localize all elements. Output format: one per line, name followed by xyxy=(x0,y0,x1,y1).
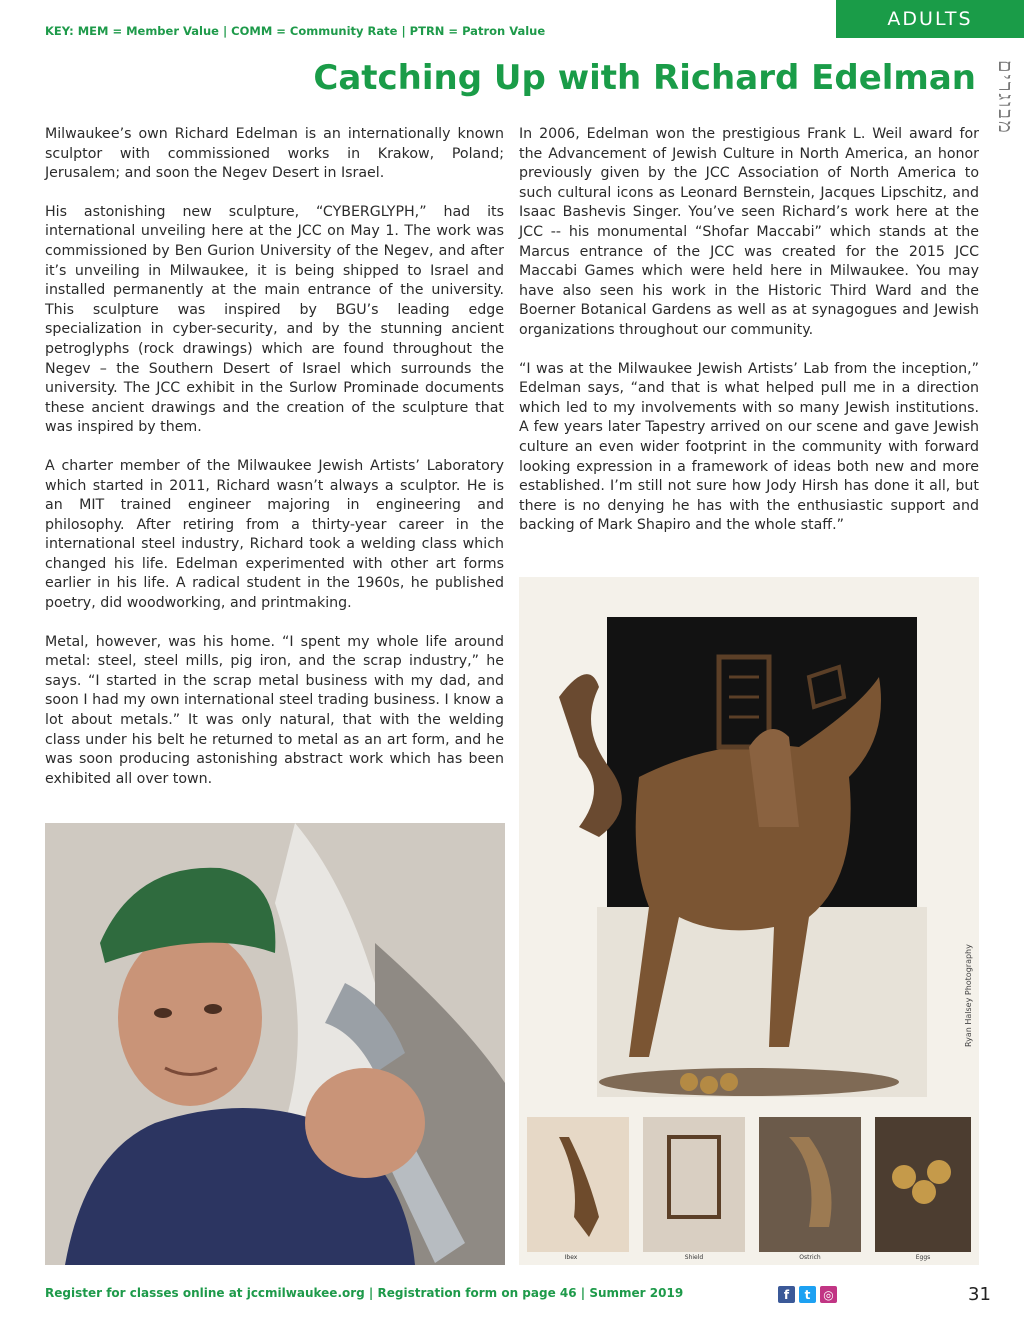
cyberglyph-sculpture-photo xyxy=(519,577,979,1265)
hebrew-section-label: מבוגרים xyxy=(994,60,1018,135)
left-column xyxy=(45,125,504,808)
facebook-icon[interactable]: f xyxy=(778,1286,795,1303)
section-tab-adults: ADULTS xyxy=(836,0,1024,38)
sculpture-illustration xyxy=(519,577,979,1265)
twitter-icon[interactable]: t xyxy=(799,1286,816,1303)
portrait-illustration xyxy=(45,823,505,1265)
paragraph: In 2006, Edelman won the prestigious Frank L. Weil award for the Advancement of Jewish Culture in North America, an honor previously given by the JCC Association of North America to such cultural icons as Leonard Bernstein, Jacques Lipschitz, and Isaac Bashevis Singer. You’ve seen Richard’s work here at the JCC -- his monumental “Shofar Maccabi” which stands at the Marcus entrance of the JCC was created for the 2015 JCC Maccabi Games which were held here in Milwaukee. You may have also seen his work in the Historic Third Ward and the Boerner Botanical Gardens as well as at synagogues and Jewish organizations throughout our community. xyxy=(519,126,979,338)
article-title: Catching Up with Richard Edelman xyxy=(313,58,976,98)
thumbnail-label: Ibex xyxy=(564,1254,578,1261)
paragraph: “I was at the Milwaukee Jewish Artists’ Lab from the inception,” Edelman says, “and that is what helped pull me in a direction which led to my involvements with so many Jewish institutions. A few years later Tapestry arrived on our scene and gave Jewish culture an even wider footprint in the community with forward looking expression in a framework of ideas both new and more established. I’m still not sure how Jody Hirsh has done it all, but there is no denying he has with the enthusiastic support and backing of Mark Shapiro and the whole staff.” xyxy=(519,360,979,534)
paragraph: Milwaukee’s own Richard Edelman is an internationally known sculptor with commissioned works in Krakow, Poland; Jerusalem; and soon the Negev Desert in Israel. xyxy=(45,126,504,182)
paragraph: His astonishing new sculpture, “CYBERGLYPH,” had its international unveiling here at the JCC on May 1. The work was commissioned by Ben Gurion University of the Negev, and after it’s unveiling in Milwaukee, it is being shipped to Israel and installed permanently at the main entrance of the university. This sculpture was inspired by BGU’s leading edge specialization in cyber-security, and by the stunning ancient petroglyphs (rock drawings) which are found throughout the Negev – the Southern Desert of Israel which surrounds the university. The JCC exhibit in the Surlow Prominade documents these ancient drawings and the creation of the sculpture that was inspired by them. xyxy=(45,203,504,436)
social-icons xyxy=(778,1286,837,1303)
instagram-icon[interactable]: ◎ xyxy=(820,1286,837,1303)
sculptor-portrait-photo xyxy=(45,823,505,1265)
paragraph: A charter member of the Milwaukee Jewish Artists’ Laboratory which started in 2011, Richard wasn’t always a sculptor. He is an MIT trained engineer majoring in engineering and philosophy. After retiring from a thirty-year career in the international steel industry, Richard took a welding class which changed his life. Edelman experimented with other art forms earlier in his life. A radical student in the 1960s, he published poetry, did woodworking, and printmaking. xyxy=(45,457,504,612)
paragraph: Metal, however, was his home. “I spent my whole life around metal: steel, steel mills, pig iron, and the scrap industry,” he says. “I started in the scrap metal business with my dad, and soon I had my own international steel trading business. I know a lot about metals.” It was only natural, that with the welding class under his belt he returned to metal as an art form, and he was soon producing astonishing abstract work which has been exhibited all over town. xyxy=(45,633,504,787)
thumbnail-label: Ostrich xyxy=(799,1254,821,1261)
footer-register-text: Register for classes online at jccmilwaukee.org | Registration form on page 46 | Summer 2019 xyxy=(45,1286,684,1300)
thumbnail-label: Shield xyxy=(684,1254,704,1261)
rate-key: KEY: MEM = Member Value | COMM = Community Rate | PTRN = Patron Value xyxy=(45,24,546,38)
photo-credit: Ryan Halsey Photography xyxy=(964,944,973,1047)
right-column xyxy=(519,125,979,555)
thumbnail-label: Eggs xyxy=(915,1254,931,1261)
page-number: 31 xyxy=(968,1284,991,1305)
